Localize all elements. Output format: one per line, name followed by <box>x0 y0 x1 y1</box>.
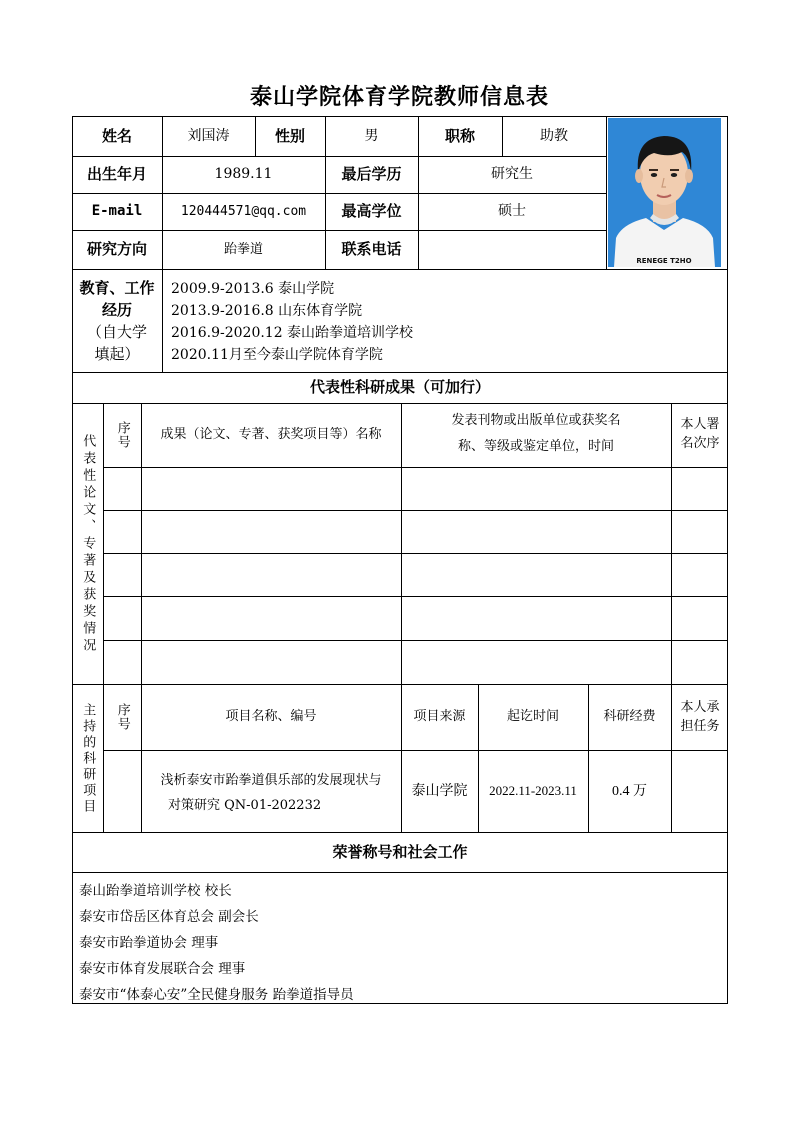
projects-col-no: 序号 <box>114 703 130 731</box>
project-row-name-line1: 浅析泰安市跆拳道俱乐部的发展现状与 <box>160 773 382 789</box>
email-label: E-mail <box>91 203 143 219</box>
projects-col-role: 本人承担任务 <box>680 699 720 734</box>
experience-item: 2020.11月至今泰山学院体育学院 <box>171 347 383 363</box>
research-section-header: 代表性科研成果（可加行） <box>309 378 490 397</box>
experience-item: 2016.9-2020.12 泰山跆拳道培训学校 <box>171 325 414 341</box>
projects-col-time: 起讫时间 <box>506 709 559 725</box>
experience-item: 2009.9-2013.6 泰山学院 <box>171 281 335 297</box>
shirt-text: RENEGE T2HO <box>636 257 692 265</box>
papers-col-rank: 本人署名次序 <box>680 417 720 451</box>
papers-col-no: 序号 <box>114 421 130 449</box>
row-divider <box>103 640 728 641</box>
education-value: 研究生 <box>491 166 533 182</box>
research-direction-label: 研究方向 <box>86 240 147 259</box>
portrait-image <box>608 118 721 267</box>
row-divider <box>103 596 728 597</box>
row-divider <box>103 467 728 468</box>
page-title: 泰山学院体育学院教师信息表 <box>249 84 549 110</box>
birth-value: 1989.11 <box>214 166 273 182</box>
gender-label: 性别 <box>274 126 305 145</box>
papers-side-label: 代表性论文、专著及获奖情况 <box>80 433 96 655</box>
project-row-role <box>671 750 728 832</box>
row-divider <box>72 872 728 873</box>
projects-col-name: 项目名称、编号 <box>225 709 317 725</box>
papers-col-pub-line2: 称、等级或鉴定单位，时间 <box>457 439 614 455</box>
education-label: 最后学历 <box>341 165 402 184</box>
col-divider <box>606 116 607 269</box>
project-row-no <box>103 750 141 832</box>
col-divider <box>141 403 142 832</box>
experience-label-line2: 经历 <box>101 300 132 319</box>
experience-label-line1: 教育、工作 <box>79 278 155 297</box>
honor-item: 泰山跆拳道培训学校 校长 <box>79 883 232 899</box>
experience-label-line3: （自大学 <box>86 322 147 341</box>
project-row-name-line2: 对策研究 QN-01-202232 <box>168 798 322 813</box>
portrait-photo <box>608 118 721 267</box>
birth-label: 出生年月 <box>86 165 147 184</box>
degree-label: 最高学位 <box>341 202 402 221</box>
project-row-fund: 0.4 万 <box>612 783 647 799</box>
projects-col-fund: 科研经费 <box>603 709 656 725</box>
projects-col-source: 项目来源 <box>413 709 466 725</box>
row-divider <box>103 510 728 511</box>
job-title-label: 职称 <box>444 126 475 145</box>
phone-value <box>418 230 606 269</box>
experience-item: 2013.9-2016.8 山东体育学院 <box>171 303 363 319</box>
name-value: 刘国涛 <box>187 127 230 144</box>
papers-col-name: 成果（论文、专著、获奖项目等）名称 <box>160 427 382 443</box>
honors-header: 荣誉称号和社会工作 <box>332 842 468 861</box>
name-label: 姓名 <box>101 126 132 145</box>
honor-item: 泰安市“体泰心安”全民健身服务 跆拳道指导员 <box>79 987 354 1003</box>
row-divider <box>103 553 728 554</box>
papers-col-pub-line1: 发表刊物或出版单位或获奖名 <box>451 413 621 429</box>
email-value: 120444571@qq.com <box>180 203 307 219</box>
projects-side-label: 主持的科研项目 <box>80 702 96 815</box>
job-title-value: 助教 <box>540 127 568 144</box>
experience-label-line4: 填起） <box>94 344 140 363</box>
honor-item: 泰安市跆拳道协会 理事 <box>79 935 219 951</box>
project-row-source: 泰山学院 <box>411 782 468 799</box>
honor-item: 泰安市岱岳区体育总会 副会长 <box>79 909 259 925</box>
phone-label: 联系电话 <box>341 240 402 259</box>
project-row-time: 2022.11-2023.11 <box>489 783 577 799</box>
gender-value: 男 <box>364 127 379 144</box>
honor-item: 泰安市体育发展联合会 理事 <box>79 961 246 977</box>
degree-value: 硕士 <box>498 203 526 219</box>
row-divider <box>72 269 728 270</box>
research-direction-value: 跆拳道 <box>223 241 263 257</box>
